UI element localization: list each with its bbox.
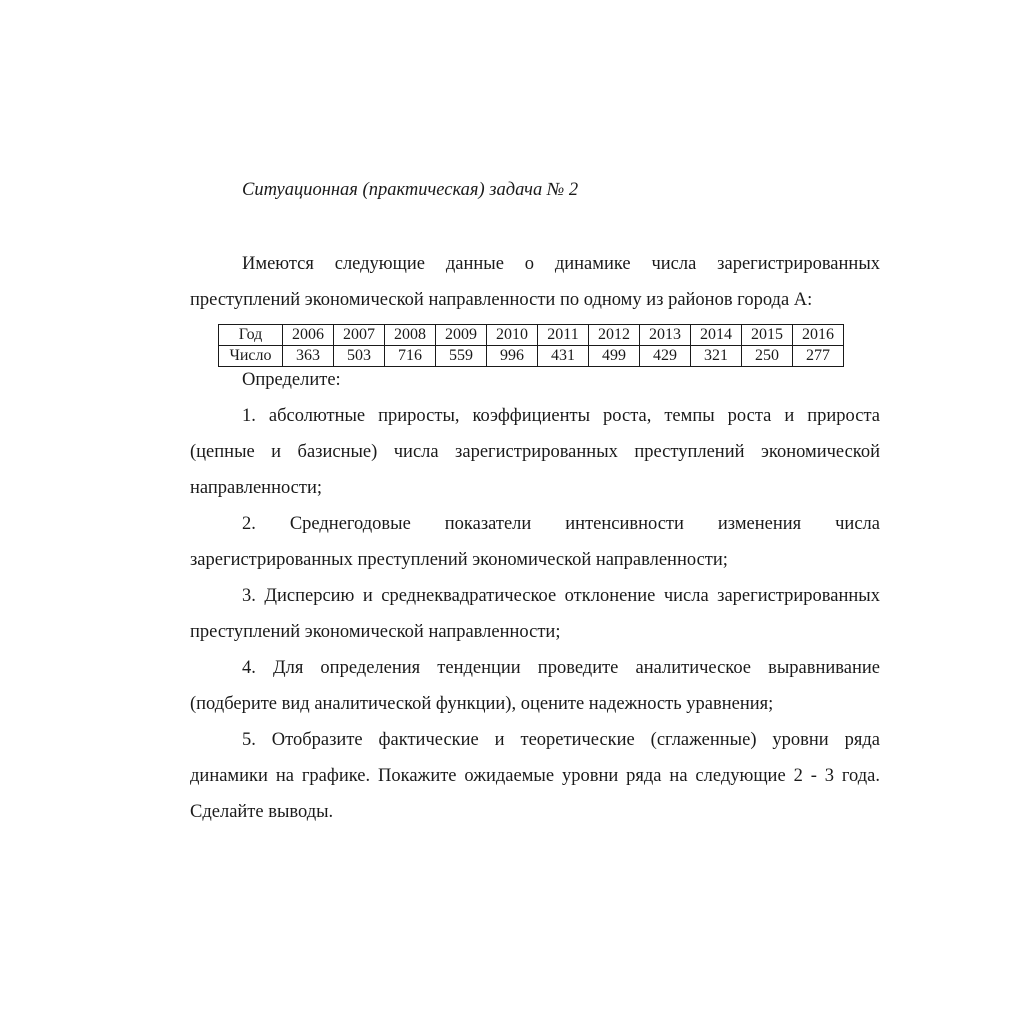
value-cell: 503 xyxy=(334,346,385,367)
value-cell: 363 xyxy=(283,346,334,367)
table-row-values xyxy=(219,346,844,367)
value-cell: 431 xyxy=(538,346,589,367)
value-cell: 559 xyxy=(436,346,487,367)
year-cell: 2009 xyxy=(436,325,487,346)
value-cell: 277 xyxy=(793,346,844,367)
task-item-5: 5. Отобразите фактические и теоретические (сглаженные) уровни ряда динамики на графике. Покажите ожидаемые уровни ряда на следующие 2 - 3 года. Сделайте выводы. xyxy=(190,730,880,822)
year-cell: 2008 xyxy=(385,325,436,346)
intro-paragraph: Имеются следующие данные о динамике числа зарегистрированных преступлений экономической направленности по одному из районов города А: xyxy=(190,254,880,310)
value-cell: 716 xyxy=(385,346,436,367)
value-cell: 996 xyxy=(487,346,538,367)
task-item-1: 1. абсолютные приросты, коэффициенты роста, темпы роста и прироста (цепные и базисные) числа зарегистрированных преступлений экономической направленности; xyxy=(190,406,880,498)
task-title: Ситуационная (практическая) задача № 2 xyxy=(242,180,579,200)
value-cell: 429 xyxy=(640,346,691,367)
value-cell: 499 xyxy=(589,346,640,367)
year-cell: 2015 xyxy=(742,325,793,346)
year-cell: 2010 xyxy=(487,325,538,346)
year-cell: 2014 xyxy=(691,325,742,346)
year-cell: 2011 xyxy=(538,325,589,346)
task-item-4: 4. Для определения тенденции проведите аналитическое выравнивание (подберите вид аналитической функции), оцените надежность уравнения; xyxy=(190,658,880,714)
table-header-year: Год xyxy=(219,325,283,346)
year-cell: 2016 xyxy=(793,325,844,346)
value-cell: 250 xyxy=(742,346,793,367)
year-cell: 2007 xyxy=(334,325,385,346)
table-row-years xyxy=(219,325,844,346)
year-cell: 2013 xyxy=(640,325,691,346)
task-item-2: 2. Среднегодовые показатели интенсивности изменения числа зарегистрированных преступлений экономической направленности; xyxy=(190,514,880,570)
value-cell: 321 xyxy=(691,346,742,367)
task-item-3: 3. Дисперсию и среднеквадратическое отклонение числа зарегистрированных преступлений экономической направленности; xyxy=(190,586,880,642)
year-cell: 2012 xyxy=(589,325,640,346)
crime-data-table xyxy=(218,324,844,367)
data-table-container xyxy=(218,324,844,367)
table-header-count: Число xyxy=(219,346,283,367)
year-cell: 2006 xyxy=(283,325,334,346)
define-label: Определите: xyxy=(242,370,341,390)
